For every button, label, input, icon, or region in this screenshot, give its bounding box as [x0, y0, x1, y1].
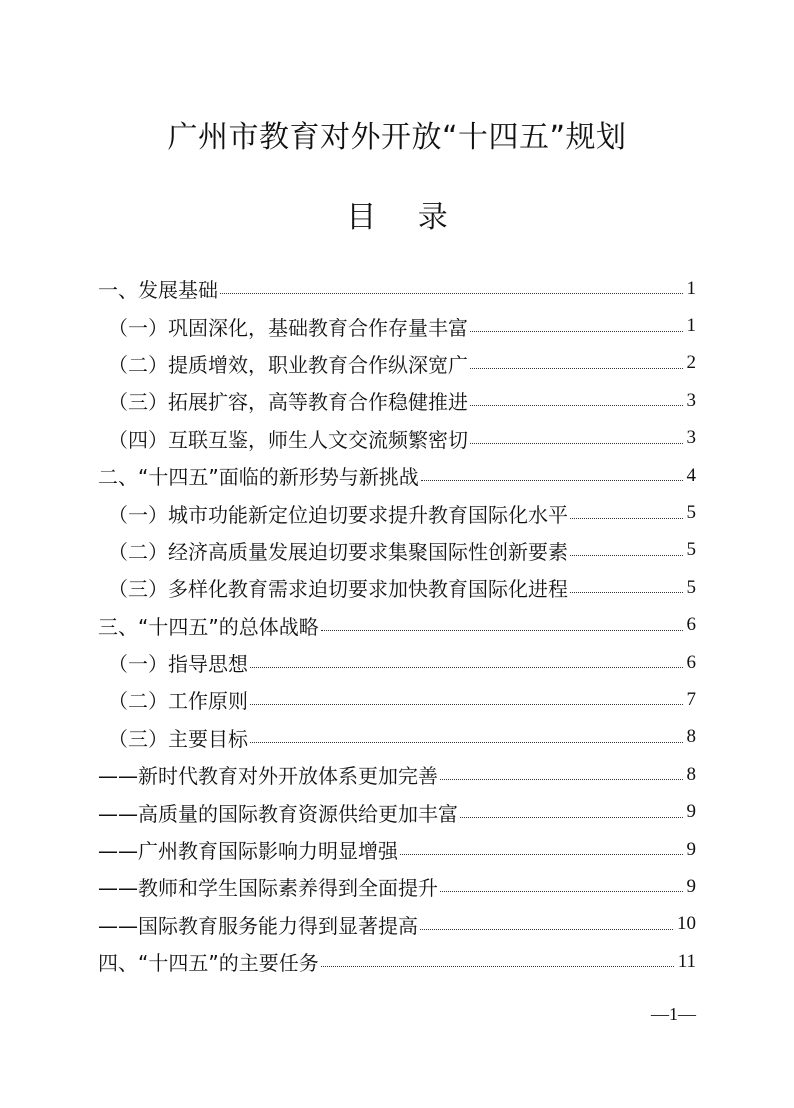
- toc-entry-text: ——高质量的国际教育资源供给更加丰富: [98, 801, 458, 826]
- toc-heading-char-1: 目: [346, 200, 377, 235]
- toc-leader-dots: [421, 480, 683, 481]
- toc-entry[interactable]: [98, 906, 696, 943]
- toc-entry-text: （三）拓展扩容，高等教育合作稳健推进: [108, 390, 468, 415]
- toc-leader-dots: [321, 966, 674, 967]
- toc-entry-page: 10: [677, 913, 696, 935]
- toc-leader-dots: [470, 368, 683, 369]
- toc-leader-dots: [440, 891, 683, 892]
- toc-leader-dots: [470, 443, 683, 444]
- toc-entry-page: 6: [686, 651, 696, 673]
- toc-heading: [0, 192, 794, 236]
- toc-entry-text: （三）多样化教育需求迫切要求加快教育国际化进程: [108, 577, 568, 602]
- toc-leader-dots: [570, 592, 683, 593]
- toc-entry-text: （二）工作原则: [108, 689, 248, 714]
- toc-entry[interactable]: [98, 644, 696, 681]
- toc-entry[interactable]: [98, 494, 696, 531]
- toc-leader-dots: [470, 331, 683, 332]
- toc-entry-page: 3: [686, 427, 696, 449]
- toc-entry-text: （四）互联互鉴，师生人文交流频繁密切: [108, 427, 468, 452]
- toc-leader-dots: [570, 518, 683, 519]
- toc-entry[interactable]: [98, 681, 696, 718]
- toc-entry-page: 3: [686, 389, 696, 411]
- toc-entry-text: （二）经济高质量发展迫切要求集聚国际性创新要素: [108, 539, 568, 564]
- toc-entry-page: 2: [686, 352, 696, 374]
- toc-entry-text: （一）城市功能新定位迫切要求提升教育国际化水平: [108, 502, 568, 527]
- toc-leader-dots: [250, 704, 683, 705]
- toc-entry-text: （二）提质增效，职业教育合作纵深宽广: [108, 352, 468, 377]
- toc-entry-page: 1: [686, 277, 696, 299]
- toc-leader-dots: [420, 929, 673, 930]
- toc-entry[interactable]: [98, 607, 696, 644]
- toc-leader-dots: [250, 742, 683, 743]
- toc-leader-dots: [440, 779, 683, 780]
- toc-entry[interactable]: [98, 831, 696, 868]
- toc-entry-page: 5: [686, 539, 696, 561]
- toc-entry[interactable]: [98, 307, 696, 344]
- toc-leader-dots: [470, 405, 683, 406]
- toc-entry[interactable]: [98, 345, 696, 382]
- toc-entry[interactable]: [98, 719, 696, 756]
- toc-entry-page: 4: [686, 464, 696, 486]
- toc-entry-text: ——国际教育服务能力得到显著提高: [98, 913, 418, 938]
- toc-entry-page: 5: [686, 502, 696, 524]
- toc-leader-dots: [220, 293, 683, 294]
- toc-entry[interactable]: [98, 457, 696, 494]
- toc-entry-page: 9: [686, 801, 696, 823]
- toc-entry-page: 9: [686, 875, 696, 897]
- toc-entry-page: 8: [686, 726, 696, 748]
- toc-entry[interactable]: [98, 943, 696, 980]
- toc-leader-dots: [570, 555, 683, 556]
- toc-entry[interactable]: [98, 270, 696, 307]
- toc-entry-text: ——教师和学生国际素养得到全面提升: [98, 876, 438, 901]
- toc-entry-page: 6: [686, 614, 696, 636]
- toc-entry-text: （一）巩固深化，基础教育合作存量丰富: [108, 315, 468, 340]
- toc-leader-dots: [321, 630, 683, 631]
- toc-entry[interactable]: [98, 569, 696, 606]
- document-title: 广州市教育对外开放“十四五”规划: [167, 120, 627, 155]
- toc-entry-text: ——新时代教育对外开放体系更加完善: [98, 764, 438, 789]
- toc-entry-text: 四、“十四五”的主要任务: [98, 951, 319, 976]
- toc-entry-page: 1: [686, 315, 696, 337]
- toc-leader-dots: [460, 817, 683, 818]
- toc-entry-page: 5: [686, 576, 696, 598]
- toc-entry[interactable]: [98, 868, 696, 905]
- toc-heading-char-2: 录: [417, 200, 448, 235]
- toc-entry-text: 三、“十四五”的总体战略: [98, 614, 319, 639]
- toc-entry-text: 二、“十四五”面临的新形势与新挑战: [98, 465, 419, 490]
- toc-entry-text: 一、发展基础: [98, 278, 218, 303]
- toc-entry-page: 11: [677, 950, 696, 972]
- toc-entry[interactable]: [98, 793, 696, 830]
- toc-entry-page: 9: [686, 838, 696, 860]
- toc-entry[interactable]: [98, 382, 696, 419]
- toc-leader-dots: [400, 854, 683, 855]
- toc-entry-page: 8: [686, 763, 696, 785]
- table-of-contents: [98, 270, 696, 980]
- toc-entry[interactable]: [98, 420, 696, 457]
- toc-entry-text: ——广州教育国际影响力明显增强: [98, 839, 398, 864]
- toc-entry[interactable]: [98, 532, 696, 569]
- toc-entry-text: （一）指导思想: [108, 652, 248, 677]
- toc-entry-text: （三）主要目标: [108, 726, 248, 751]
- toc-leader-dots: [250, 667, 683, 668]
- page-number-footer: —1—: [651, 1004, 696, 1024]
- toc-entry[interactable]: [98, 756, 696, 793]
- toc-entry-page: 7: [686, 688, 696, 710]
